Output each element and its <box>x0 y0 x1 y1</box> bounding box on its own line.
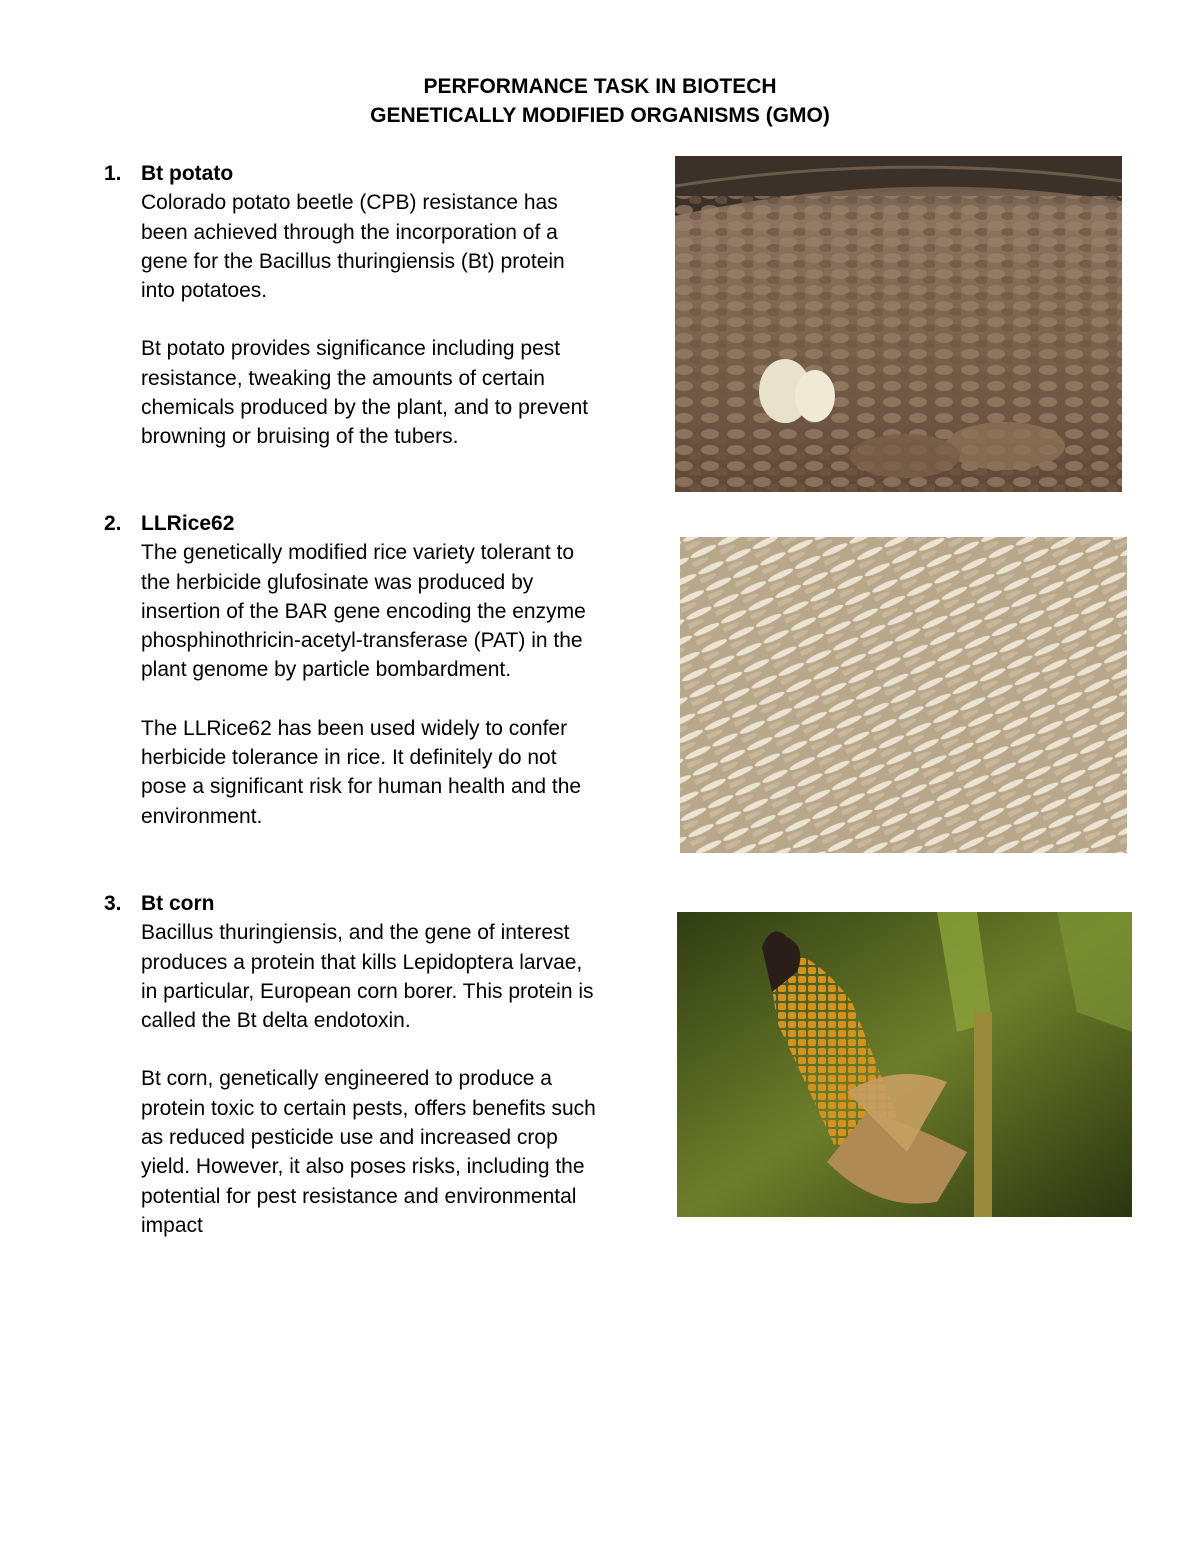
page-title: PERFORMANCE TASK IN BIOTECH <box>423 75 777 98</box>
list-item <box>100 509 660 831</box>
item-heading: Bt corn <box>141 892 215 915</box>
list-item <box>100 889 660 1240</box>
corn-photo <box>677 912 1132 1217</box>
item-paragraph: The LLRice62 has been used widely to confer herbicide tolerance in rice. It definitely do not pose a significant risk for human health and the environment. <box>141 716 582 828</box>
item-paragraph: The genetically modified rice variety tolerant to the herbicide glufosinate was produced by insertion of the BAR gene encoding the enzyme phosphinothricin-acetyl-transferase (PAT) in the plant genome by particle bombardment. <box>141 541 586 682</box>
item-paragraph: Bt potato provides significance including pest resistance, tweaking the amounts of certain chemicals produced by the plant, and to prevent browning or bruising of the tubers. <box>141 337 589 449</box>
page-subtitle: GENETICALLY MODIFIED ORGANISMS (GMO) <box>370 104 830 127</box>
item-heading: Bt potato <box>141 162 234 185</box>
list-item <box>100 159 660 452</box>
item-number: 3. <box>104 892 122 915</box>
rice-photo <box>680 537 1127 853</box>
item-number: 2. <box>104 512 122 535</box>
item-number: 1. <box>104 162 122 185</box>
item-paragraph: Bacillus thuringiensis, and the gene of interest produces a protein that kills Lepidoptera larvae, in particular, European corn borer. This protein is called the Bt delta endotoxin. <box>141 921 594 1033</box>
item-paragraph: Bt corn, genetically engineered to produce a protein toxic to certain pests, offers benefits such as reduced pesticide use and increased crop yield. However, it also poses risks, including the potential for pest resistance and environmental impact <box>141 1067 596 1237</box>
item-paragraph: Colorado potato beetle (CPB) resistance has been achieved through the incorporation of a gene for the Bacillus thuringiensis (Bt) protein into potatoes. <box>141 191 565 303</box>
item-heading: LLRice62 <box>141 512 235 535</box>
potato-photo <box>675 156 1122 492</box>
